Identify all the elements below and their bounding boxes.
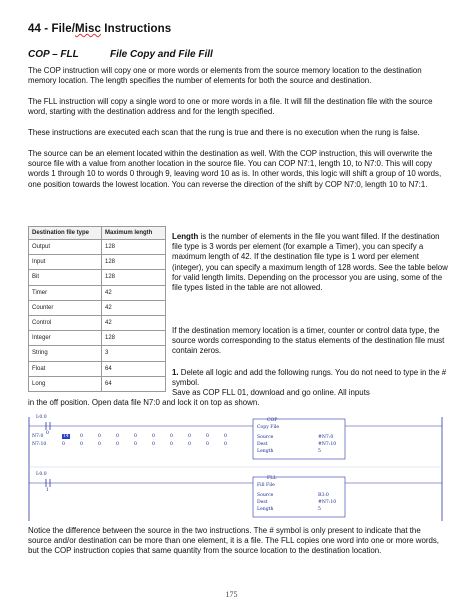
file-type-cell: Output <box>29 240 102 255</box>
table-row <box>29 255 166 270</box>
section-name: File Copy and File Fill <box>110 49 213 60</box>
n7-0-word-value: 0 <box>134 434 137 439</box>
table-row <box>29 331 166 346</box>
table-header-cell: Destination file type <box>29 227 102 240</box>
table-row <box>29 270 166 285</box>
chapter-title-rest: Instructions <box>101 23 172 35</box>
n7-10-word-value: 0 <box>152 442 155 447</box>
length-lead: Length <box>172 232 199 241</box>
file-type-cell: Input <box>29 255 102 270</box>
n7-10-word-value: 0 <box>188 442 191 447</box>
max-length-cell: 128 <box>102 331 166 346</box>
file-type-cell: Control <box>29 315 102 330</box>
max-length-cell: 42 <box>102 285 166 300</box>
n7-0-word-value: 0 <box>116 434 119 439</box>
table-row <box>29 285 166 300</box>
n7-10-word-value: 0 <box>98 442 101 447</box>
table-header-cell: Maximum length <box>102 227 166 240</box>
table-row <box>29 315 166 330</box>
n7-0-word-value: 0 <box>224 434 227 439</box>
file-type-cell: Integer <box>29 331 102 346</box>
cop-box-title: COP <box>267 418 278 423</box>
file-type-cell: Long <box>29 376 102 391</box>
n7-10-word-value: 0 <box>116 442 119 447</box>
table-row <box>29 240 166 255</box>
cop-field-label: Dest <box>257 442 268 447</box>
fll-field-label: Source <box>257 493 274 498</box>
file-type-cell: Timer <box>29 285 102 300</box>
n7-0-word-value: 0 <box>152 434 155 439</box>
max-length-cell: 42 <box>102 300 166 315</box>
rung0-contact-address: I:0.0 <box>36 415 47 420</box>
fll-field-value: B3:0 <box>318 493 329 498</box>
n7-0-word-value: 0 <box>188 434 191 439</box>
chapter-title-misc: Misc <box>75 23 101 35</box>
step-save: Save as COP FLL 01, download and go online. All inputs <box>172 388 370 397</box>
max-length-cell: 128 <box>102 240 166 255</box>
file-type-cell: Bit <box>29 270 102 285</box>
n7-10-word-value: 0 <box>170 442 173 447</box>
section-heading <box>28 49 213 60</box>
table-row <box>29 376 166 391</box>
fll-field-value: #N7:10 <box>318 500 337 505</box>
n7-0-word-value: 14 <box>63 434 69 439</box>
chapter-title-prefix: 44 - File/ <box>28 23 76 35</box>
paragraph-length <box>172 232 450 293</box>
n7-0-word-value: 0 <box>98 434 101 439</box>
step-text: Delete all logic and add the following rungs. You do not need to type in the # symbol. <box>172 368 447 388</box>
table-header-row <box>29 227 166 240</box>
fll-box-name: Fill File <box>257 483 275 488</box>
paragraph-notice: Notice the difference between the source in the two instructions. The # symbol is only present to indicate that the source and/or destination can be more than one element, it is a file. The FLL copies one word into one or more words, but the COP instruction copies that same quantity from the source location to the destination location. <box>28 526 439 556</box>
n7-0-row-label: N7:0 <box>32 434 44 439</box>
max-length-cell: 42 <box>102 315 166 330</box>
n7-0-word-value: 0 <box>170 434 173 439</box>
n7-10-word-value: 0 <box>206 442 209 447</box>
max-length-cell: 3 <box>102 346 166 361</box>
chapter-title <box>28 23 171 35</box>
file-type-cell: Counter <box>29 300 102 315</box>
paragraph-execution: These instructions are executed each scan that the rung is true and there is no execution when the rung is false. <box>28 128 420 137</box>
file-type-cell: Float <box>29 361 102 376</box>
max-length-cell: 128 <box>102 255 166 270</box>
length-text: is the number of elements in the file you want filled. If the destination file type is 3 words per element (for example a Timer), you can specify a maximum length of 42. If the destination file type is 1 word per element (integer), you can specify a maximum length of 128 words. See the table below for valid length limits. Depending on the processor you are using, some of the file types listed in the table are not allowed. <box>172 232 448 293</box>
paragraph-control-types: If the destination memory location is a timer, counter or control data type, the source words corresponding to the status elements of the destination file must contain zeros. <box>172 326 445 356</box>
rung1-contact-bit: 1 <box>46 488 49 493</box>
n7-10-word-value: 0 <box>224 442 227 447</box>
fll-box-title: FLL <box>267 476 277 481</box>
rung0-contact-bit: 0 <box>46 431 49 436</box>
table-row <box>29 361 166 376</box>
fll-field-label: Length <box>257 507 274 512</box>
n7-10-row-label: N7:10 <box>32 442 47 447</box>
cop-field-value: #N7:10 <box>318 442 337 447</box>
length-limits-table <box>28 226 166 392</box>
section-mnemonic: COP – FLL <box>28 49 79 60</box>
cop-field-value: #N7:0 <box>318 435 334 440</box>
paragraph-source-overlap: The source can be an element located within the destination as well. With the COP instruction, this will overwrite the source file with a value from another location in the source file. You can COP N7:1, length 10, to N7:0. This will copy words 1 through 10 to words 0 through 9, leaving word 10 as is. In other words, this logic will shift a group of 10 words, one position towards the lowest location. You can reverse the direction of the shift by COP N7:0, length 10 to N7:1. <box>28 149 442 189</box>
step-continuation: in the off position. Open data file N7:0 and lock it on top as shown. <box>28 398 260 407</box>
page-number: 175 <box>225 590 238 599</box>
n7-10-word-value: 0 <box>62 442 65 447</box>
n7-0-word-value: 0 <box>206 434 209 439</box>
paragraph-fll-intro: The FLL instruction will copy a single word to one or more words in a file. It will fill the destination file with the source word, starting with the destination address and for the length specified. <box>28 97 433 117</box>
ladder-diagram <box>26 415 446 523</box>
max-length-cell: 64 <box>102 361 166 376</box>
table-row <box>29 346 166 361</box>
max-length-cell: 64 <box>102 376 166 391</box>
n7-10-word-value: 0 <box>80 442 83 447</box>
rung1-contact-address: I:0.0 <box>36 472 47 477</box>
table-row <box>29 300 166 315</box>
cop-field-value: 5 <box>318 449 321 454</box>
max-length-cell: 128 <box>102 270 166 285</box>
file-type-cell: String <box>29 346 102 361</box>
ladder-wiring <box>26 415 446 523</box>
cop-box-name: Copy File <box>257 425 280 430</box>
fll-field-value: 5 <box>318 507 321 512</box>
fll-field-label: Dest <box>257 500 268 505</box>
n7-10-word-value: 0 <box>134 442 137 447</box>
paragraph-cop-intro: The COP instruction will copy one or more words or elements from the source memory location to the destination memory location. The length specifies the number of elements for both the source and destination. <box>28 66 422 86</box>
cop-field-label: Length <box>257 449 274 454</box>
step-number: 1. <box>172 368 179 377</box>
step-one <box>172 368 450 388</box>
n7-0-word-value: 0 <box>80 434 83 439</box>
cop-field-label: Source <box>257 435 274 440</box>
